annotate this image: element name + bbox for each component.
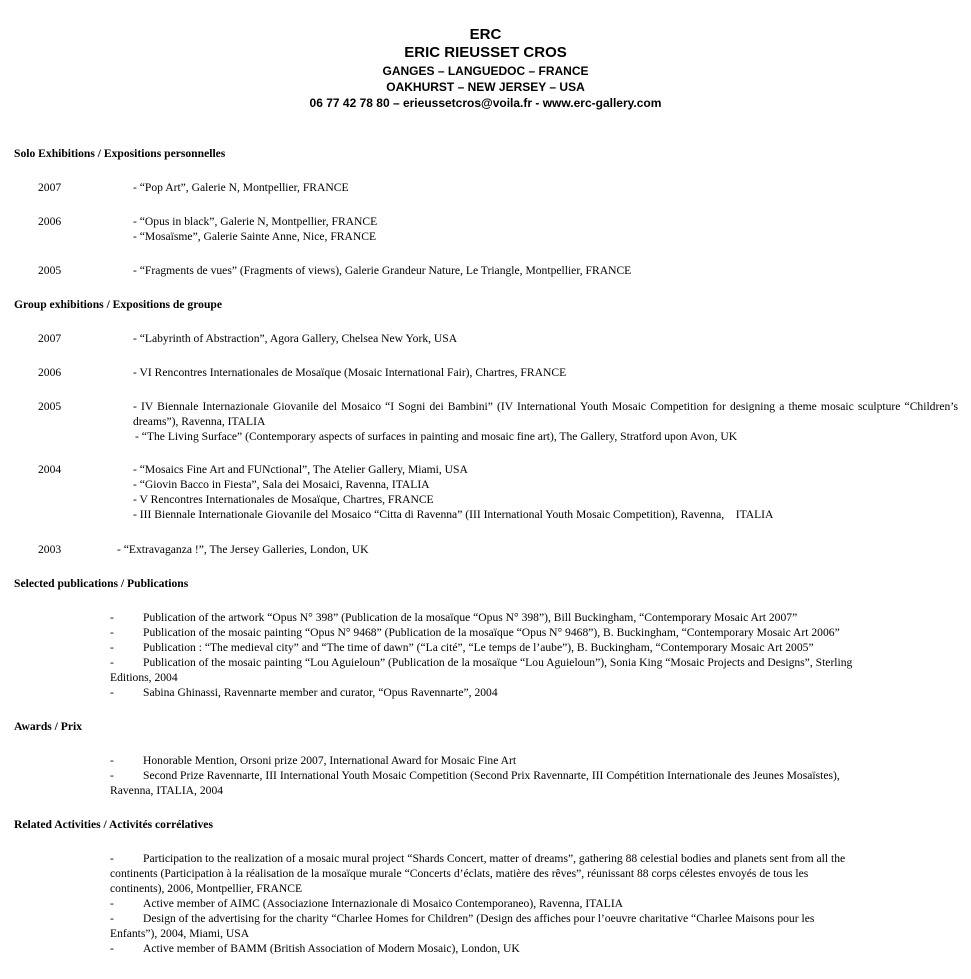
group-entry: - III Biennale Internationale Giovanile del Mosaico “Citta di Ravenna” (III International Youth Mosaic Competition), Ravenna, ITALIA	[133, 508, 774, 521]
list-bullet: -	[110, 626, 114, 639]
group-entry: - “The Living Surface” (Contemporary aspects of surfaces in painting and mosaic fine art), The Gallery, Stratford upon Avon, UK	[135, 430, 738, 443]
list-bullet: -	[110, 942, 114, 955]
list-bullet: -	[110, 852, 114, 865]
section-title-solo: Solo Exhibitions / Expositions personnelles	[14, 147, 226, 160]
activity-item: Participation to the realization of a mosaic mural project “Shards Concert, matter of dreams”, gathering 88 celestial bodies and planets sent from all the	[143, 852, 846, 865]
award-item: Second Prize Ravennarte, III International Youth Mosaic Competition (Second Prix Ravennarte, III Compétition Internationale des Jeunes Mosaïstes),	[143, 769, 840, 782]
list-bullet: -	[110, 656, 114, 669]
group-entry: - “Giovin Bacco in Fiesta”, Sala dei Mosaici, Ravenna, ITALIA	[133, 478, 430, 491]
award-item-continued: Ravenna, ITALIA, 2004	[110, 784, 224, 797]
list-bullet: -	[110, 611, 114, 624]
solo-entry: - “Mosaïsme”, Galerie Sainte Anne, Nice, FRANCE	[133, 230, 377, 243]
group-entry: - V Rencontres Internationales de Mosaïque, Chartres, FRANCE	[133, 493, 434, 506]
activity-item-continued: continents (Participation à la réalisation de la mosaïque murale “Concerts d’éclats, matière des rêves”, réunissant 88 corps célestes envoyés de tous les	[110, 867, 809, 880]
header-location-usa: OAKHURST – NEW JERSEY – USA	[386, 80, 585, 94]
publication-item: Publication of the artwork “Opus N° 398” (Publication de la mosaïque “Opus N° 398”), Bill Buckingham, “Contemporary Mosaic Art 2007”	[143, 611, 798, 624]
solo-entry: - “Pop Art”, Galerie N, Montpellier, FRANCE	[133, 181, 349, 194]
group-entry: - “Mosaics Fine Art and FUNctional”, The Atelier Gallery, Miami, USA	[133, 463, 468, 476]
list-bullet: -	[110, 686, 114, 699]
group-year-2006: 2006	[38, 366, 62, 379]
header-short-name: ERC	[469, 26, 502, 43]
list-bullet: -	[110, 769, 114, 782]
publication-item: Publication : “The medieval city” and “The time of dawn” (“La cité”, “Le temps de l’aube”), B. Buckingham, “Contemporary Mosaic Art 2005”	[143, 641, 814, 654]
solo-year-2007: 2007	[38, 181, 62, 194]
section-title-group: Group exhibitions / Expositions de groupe	[14, 298, 222, 311]
group-entry: - VI Rencontres Internationales de Mosaïque (Mosaic International Fair), Chartres, FRANCE	[133, 366, 567, 379]
publication-item: Sabina Ghinassi, Ravennarte member and curator, “Opus Ravennarte”, 2004	[143, 686, 498, 699]
section-title-activities: Related Activities / Activités corrélatives	[14, 818, 213, 831]
activity-item: Active member of AIMC (Associazione Internazionale di Mosaico Contemporaneo), Ravenna, ITALIA	[143, 897, 624, 910]
group-year-2005: 2005	[38, 400, 62, 413]
section-title-publications: Selected publications / Publications	[14, 577, 189, 590]
group-entry: - “Labyrinth of Abstraction”, Agora Gallery, Chelsea New York, USA	[133, 332, 458, 345]
activity-item-continued: continents), 2006, Montpellier, FRANCE	[110, 882, 303, 895]
activity-item-continued: Enfants”), 2004, Miami, USA	[110, 927, 250, 940]
group-year-2007: 2007	[38, 332, 62, 345]
list-bullet: -	[110, 897, 114, 910]
header-location-france: GANGES – LANGUEDOC – FRANCE	[382, 64, 589, 78]
list-bullet: -	[110, 641, 114, 654]
award-item: Honorable Mention, Orsoni prize 2007, International Award for Mosaic Fine Art	[143, 754, 517, 767]
header-contact: 06 77 42 78 80 – erieussetcros@voila.fr - www.erc-gallery.com	[309, 96, 662, 110]
header-full-name: ERIC RIEUSSET CROS	[404, 44, 567, 61]
section-title-awards: Awards / Prix	[14, 720, 83, 733]
solo-year-2005: 2005	[38, 264, 62, 277]
publication-item-continued: Editions, 2004	[110, 671, 178, 684]
solo-entry: - “Fragments de vues” (Fragments of views), Galerie Grandeur Nature, Le Triangle, Montpellier, FRANCE	[133, 264, 632, 277]
group-entry: - “Extravaganza !”, The Jersey Galleries, London, UK	[117, 543, 369, 556]
activity-item: Design of the advertising for the charity “Charlee Homes for Children” (Design des affiches pour l’oeuvre charitative “Charlee Maisons pour les	[143, 912, 815, 925]
group-year-2003: 2003	[38, 543, 62, 556]
group-year-2004: 2004	[38, 463, 62, 476]
group-entry: - IV Biennale Internazionale Giovanile del Mosaico “I Sogni dei Bambini” (IV International Youth Mosaic Competition for designing a theme mosaic sculpture “Children’s dreams”), Ravenna, ITALIA	[133, 400, 958, 428]
solo-year-2006: 2006	[38, 215, 62, 228]
solo-entry: - “Opus in black”, Galerie N, Montpellier, FRANCE	[133, 215, 378, 228]
publication-item: Publication of the mosaic painting “Lou Aguieloun” (Publication de la mosaïque “Lou Aguieloun”), Sonia King “Mosaic Projects and Designs”, Sterling	[143, 656, 853, 669]
list-bullet: -	[110, 754, 114, 767]
list-bullet: -	[110, 912, 114, 925]
activity-item: Active member of BAMM (British Association of Modern Mosaic), London, UK	[143, 942, 520, 955]
publication-item: Publication of the mosaic painting “Opus N° 9468” (Publication de la mosaïque “Opus N° 9468”), B. Buckingham, “Contemporary Mosaic Art 2006”	[143, 626, 840, 639]
